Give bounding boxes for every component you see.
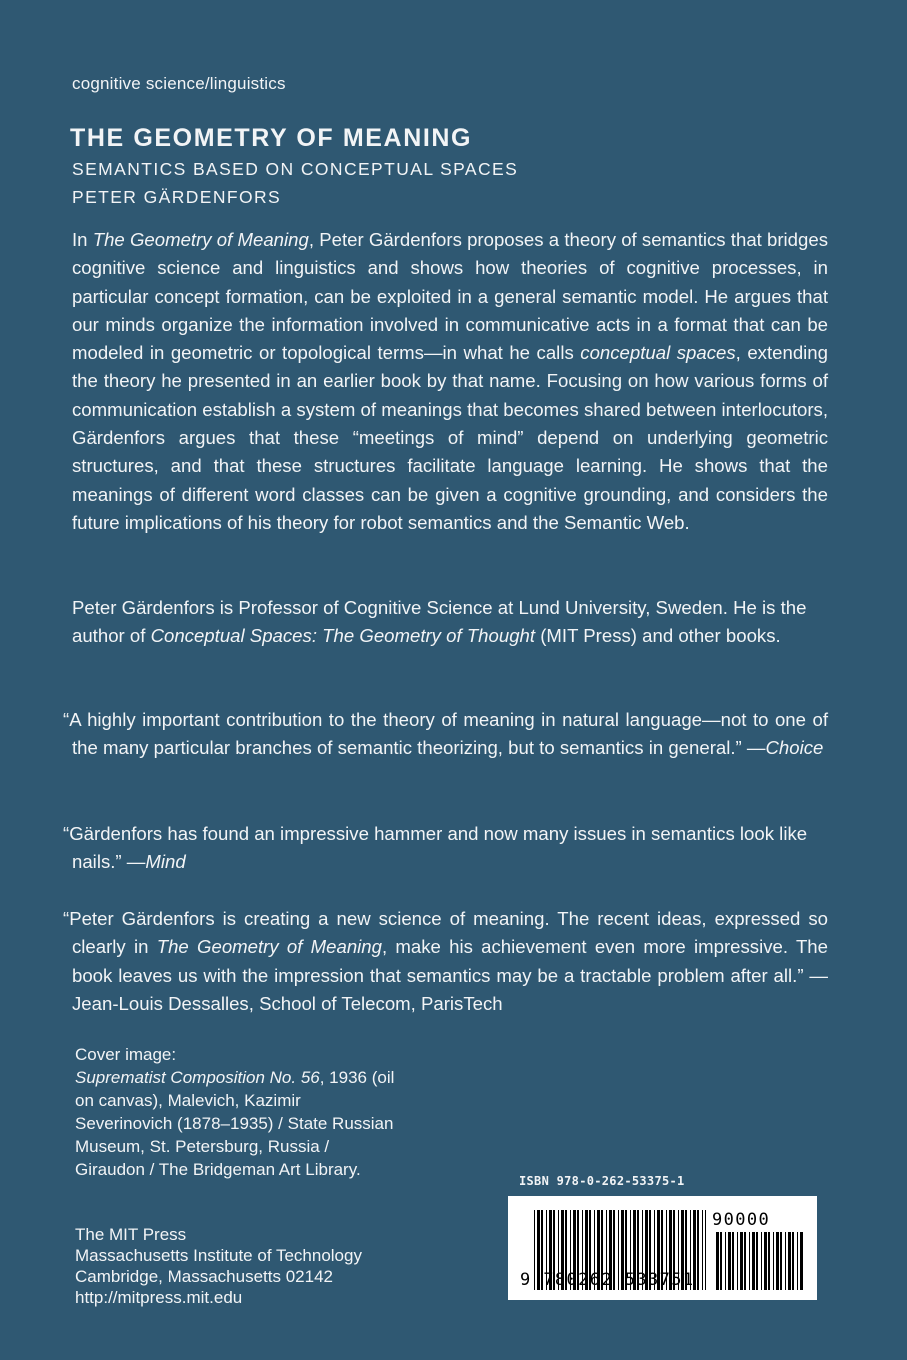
barcode-digits: 9 780262 533751 — [520, 1270, 695, 1290]
isbn-label: ISBN 978-0-262-53375-1 — [519, 1174, 685, 1188]
book-author: PETER GÄRDENFORS — [72, 187, 282, 207]
quote-text: , make his achievement even more impressive. The book leaves us with the impression that semantics may be a tractable problem after all.” —Jean-Louis Dessalles, School of Telecom, ParisTech — [72, 936, 828, 1014]
cover-credit-details: , 1936 (oil on canvas), Malevich, Kazimir Severinovich (1878–1935) / State Russian Museum, St. Petersburg, Russia / Giraudon / The Bridgeman Art Library. — [75, 1068, 395, 1179]
publisher-name: The MIT Press — [75, 1225, 187, 1244]
barcode-bar — [720, 1232, 722, 1290]
barcode-bar — [785, 1232, 786, 1290]
barcode-bar — [697, 1210, 699, 1290]
bio-book-italic: Conceptual Spaces: The Geometry of Thought — [150, 625, 536, 647]
quote-text: “Peter Gärdenfors is creating a new science of meaning. The recent ideas, expressed so clearly in — [63, 908, 828, 958]
bio-text: Peter Gärdenfors is Professor of Cognitive Science at Lund University, Sweden. He is the author of — [72, 597, 807, 647]
quote-source: Mind — [145, 851, 186, 873]
book-title: THE GEOMETRY OF MEANING — [70, 124, 473, 152]
barcode-bar — [732, 1232, 734, 1290]
quote-source: Choice — [765, 737, 824, 759]
barcode-bar — [705, 1210, 706, 1290]
cover-credit — [75, 1043, 395, 1181]
barcode-bar — [702, 1210, 703, 1290]
publisher-institution: Massachusetts Institute of Technology — [75, 1246, 362, 1265]
book-description — [72, 226, 828, 537]
quote-text: “Gärdenfors has found an impressive hammer and now many issues in semantics look like nails.” — — [63, 823, 808, 873]
review-quote — [63, 905, 828, 1018]
description-text: , extending the theory he presented in an earlier book by that name. Focusing on how various forms of communication establish a system of meanings that becomes shared between interlocutors, Gärdenfors argues that these “meetings of mind” depend on underlying geometric structures, and that these structures facilitate language learning. He shows that the meanings of different word classes can be given a cognitive grounding, and considers the future implications of his theory for robot semantics and the Semantic Web. — [72, 342, 828, 533]
barcode-bar — [752, 1232, 755, 1290]
description-title-italic: The Geometry of Meaning — [92, 229, 309, 250]
author-bio — [72, 594, 828, 651]
cover-credit-work: Suprematist Composition No. 56 — [75, 1068, 320, 1087]
publisher-url: http://mitpress.mit.edu — [75, 1288, 243, 1307]
barcode-bar — [749, 1232, 750, 1290]
barcode-bar — [773, 1232, 774, 1290]
barcode-bar — [756, 1232, 758, 1290]
barcode-bar — [740, 1232, 743, 1290]
category-label: cognitive science/linguistics — [72, 74, 286, 93]
quote-text: “A highly important contribution to the theory of meaning in natural language—not to one of the many particular branches of semantic theorizing, but to semantics in general.” — — [63, 709, 828, 759]
review-quote — [63, 820, 828, 877]
barcode-bar — [728, 1232, 731, 1290]
review-quote — [63, 706, 828, 763]
barcode-addon-digits: 90000 — [712, 1210, 771, 1230]
description-text: In — [72, 229, 93, 250]
barcode-bar — [780, 1232, 782, 1290]
barcode — [508, 1196, 817, 1300]
description-text: , Peter Gärdenfors proposes a theory of semantics that bridges cognitive science and linguistics and shows how theories of cognitive processes, in particular concept formation, can be exploited in a general semantic model. He argues that our minds organize the information involved in communicative acts in a format that can be modeled in geometric or topological terms—in what he calls — [72, 229, 829, 364]
barcode-bar — [716, 1232, 719, 1290]
bio-text: (MIT Press) and other books. — [535, 625, 781, 647]
barcode-bar — [797, 1232, 798, 1290]
cover-credit-label: Cover image: — [75, 1045, 177, 1064]
publisher-info — [75, 1224, 435, 1308]
barcode-bar — [761, 1232, 762, 1290]
barcode-bar — [744, 1232, 746, 1290]
barcode-bar — [764, 1232, 767, 1290]
barcode-bar — [776, 1232, 779, 1290]
book-subtitle: SEMANTICS BASED ON CONCEPTUAL SPACES — [72, 159, 519, 179]
description-term-italic: conceptual spaces — [580, 342, 736, 364]
barcode-bar — [800, 1232, 803, 1290]
barcode-bar — [792, 1232, 794, 1290]
barcode-bar — [768, 1232, 770, 1290]
quote-title-italic: The Geometry of Meaning — [156, 936, 382, 958]
publisher-address: Cambridge, Massachusetts 02142 — [75, 1267, 333, 1286]
barcode-bar — [725, 1232, 726, 1290]
barcode-bar — [737, 1232, 738, 1290]
barcode-bar — [788, 1232, 791, 1290]
